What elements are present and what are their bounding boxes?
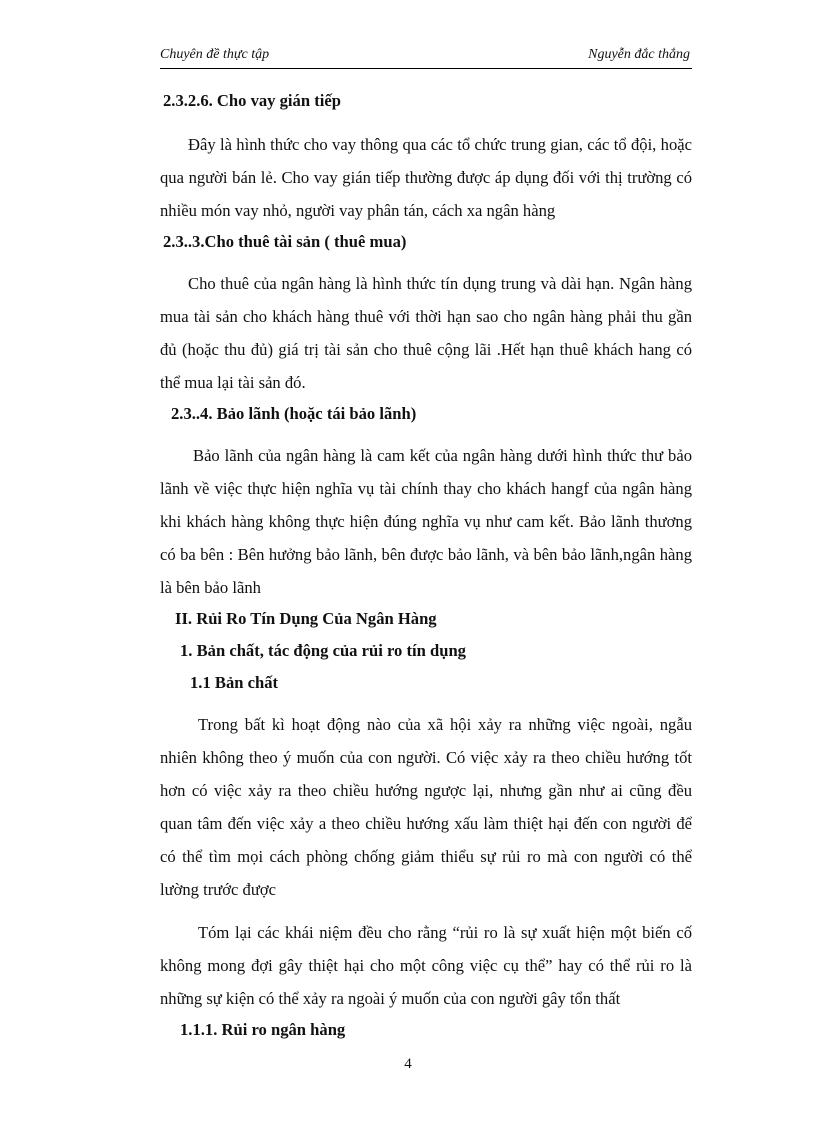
page-header bbox=[160, 47, 690, 67]
section-heading-bao-lanh: 2.3..4. Bảo lãnh (hoặc tái bảo lãnh) bbox=[171, 404, 417, 423]
chapter-heading-rui-ro: II. Rủi Ro Tín Dụng Của Ngân Hàng bbox=[175, 609, 437, 628]
paragraph-cho-vay-gian-tiep: Đây là hình thức cho vay thông qua các tổ chức trung gian, các tổ đội, hoặc qua người bán lẻ. Cho vay gián tiếp thường được áp dụng đối với thị trường có nhiều món vay nhỏ, người vay phân tán, cách xa ngân hàng bbox=[160, 135, 692, 220]
section-heading-cho-vay-gian-tiep: 2.3.2.6. Cho vay gián tiếp bbox=[163, 91, 341, 110]
section-heading-ban-chat-tac-dong: 1. Bản chất, tác động của rủi ro tín dụng bbox=[180, 641, 466, 660]
paragraph-tom-lai: Tóm lại các khái niệm đều cho rằng “rủi ro là sự xuất hiện một biến cố không mong đợi gây thiệt hại cho một công việc cụ thể” hay có thể rủi ro là những sự kiện có thể xảy ra ngoài ý muốn của con người gây tổn thất bbox=[160, 923, 692, 1008]
paragraph-bao-lanh: Bảo lãnh của ngân hàng là cam kết của ngân hàng dưới hình thức thư bảo lãnh về việc thực hiện nghĩa vụ tài chính thay cho khách hangf của ngân hàng khi khách hàng không thực hiện đúng nghĩa vụ như cam kết. Bảo lãnh thương có ba bên : Bên hưởng bảo lãnh, bên được bảo lãnh, và bên bảo lãnh,ngân hàng là bên bảo lãnh bbox=[160, 446, 692, 597]
paragraph-cho-thue-tai-san: Cho thuê của ngân hàng là hình thức tín dụng trung và dài hạn. Ngân hàng mua tài sản cho khách hàng thuê với thời hạn sao cho ngân hàng phải thu gần đủ (hoặc thu đủ) giá trị tài sản cho thuê cộng lãi .Hết hạn thuê khách hang có thể mua lại tài sản đó. bbox=[160, 274, 692, 392]
subsection-heading-ban-chat: 1.1 Bản chất bbox=[190, 673, 279, 692]
paragraph-ban-chat: Trong bất kì hoạt động nào của xã hội xảy ra những việc ngoài, ngẫu nhiên không theo ý muốn của con người. Có việc xảy ra theo chiều hướng tốt hơn có việc xảy ra theo chiều hướng ngược lại, nhưng gần như ai cũng đều quan tâm đến việc xảy a theo chiều hướng xấu làm thiệt hại đến con người để có thể tìm mọi cách phòng chống giảm thiểu sự rủi ro mà con người có thể lường trước được bbox=[160, 715, 692, 899]
header-author: Nguyễn đắc thắng bbox=[588, 47, 690, 62]
header-divider bbox=[160, 68, 692, 69]
header-doc-type: Chuyên đề thực tập bbox=[160, 47, 270, 62]
subsection-heading-rui-ro-ngan-hang: 1.1.1. Rủi ro ngân hàng bbox=[180, 1020, 346, 1039]
section-heading-cho-thue-tai-san: 2.3..3.Cho thuê tài sản ( thuê mua) bbox=[163, 232, 407, 251]
page-number: 4 bbox=[404, 1056, 412, 1072]
document-body bbox=[160, 86, 692, 1045]
